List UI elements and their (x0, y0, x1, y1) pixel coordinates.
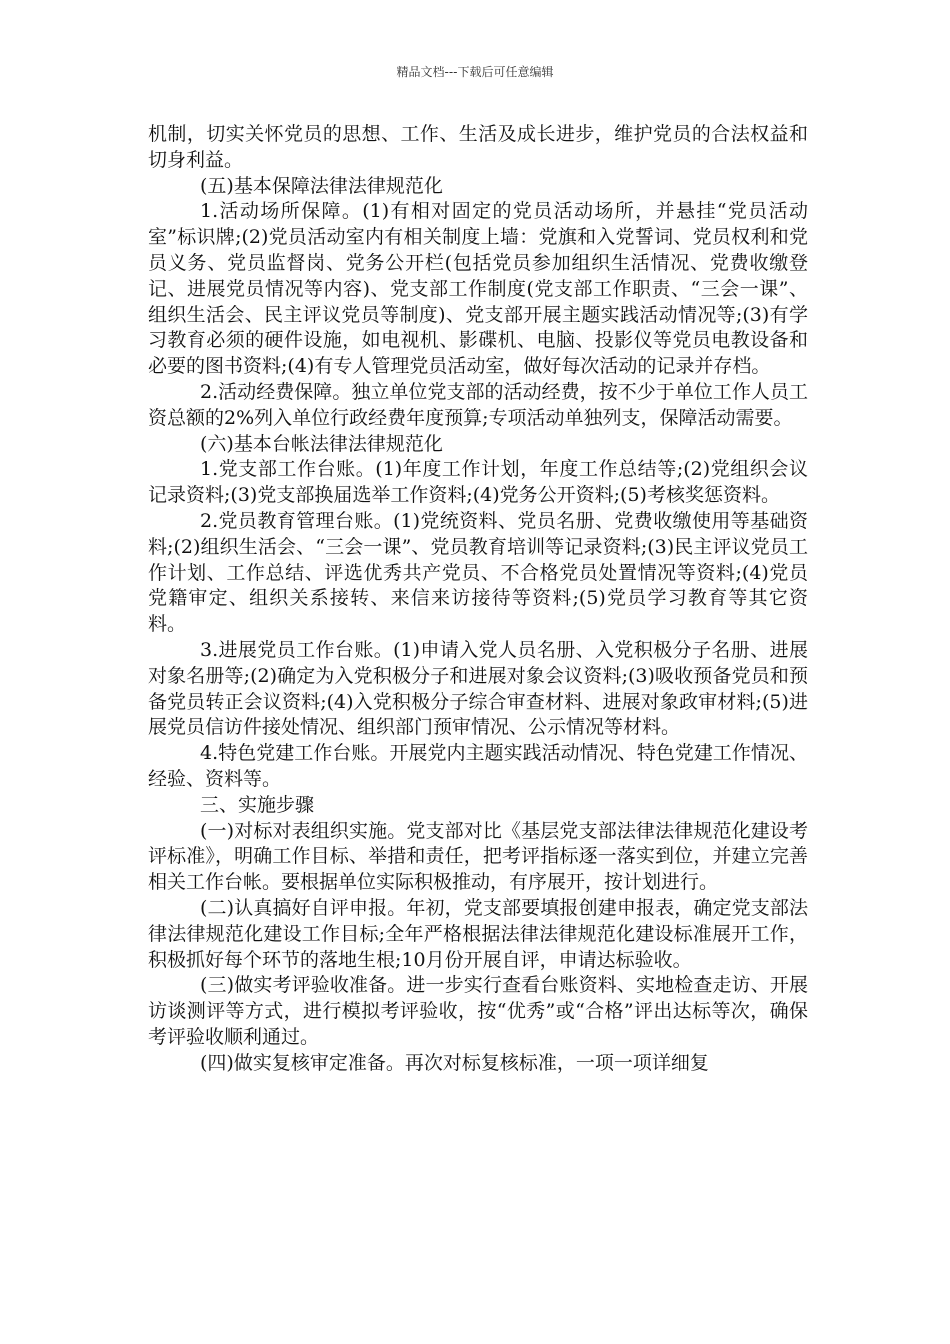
paragraph-13: (三)做实考评验收准备。进一步实行查看台账资料、实地检查走访、开展访谈测评等方式，进行模拟考评验收，按“优秀”或“合格”评出达标等次，确保考评验收顺利通过。 (148, 974, 808, 1048)
paragraph-2: (五)基本保障法律法律规范化 (200, 174, 443, 197)
paragraph-6: 1.党支部工作台账。(1)年度工作计划，年度工作总结等;(2)党组织会议记录资料;(3)党支部换届选举工作资料;(4)党务公开资料;(5)考核奖惩资料。 (148, 458, 808, 507)
paragraph-9: 4.特色党建工作台账。开展党内主题实践活动情况、特色党建工作情况、经验、资料等。 (148, 742, 808, 790)
paragraph-5: (六)基本台帐法律法律规范化 (200, 432, 443, 455)
paragraph-7: 2.党员教育管理台账。(1)党统资料、党员名册、党费收缴使用等基础资料;(2)组织生活会、“三会一课”、党员教育培训等记录资料;(3)民主评议党员工作计划、工作总结、评选优秀共产党员、不合格党员处置情况等资料;(4)党员党籍审定、组织关系接转、来信来访接待等资料;(5)党员学习教育等其它资料。 (148, 509, 808, 636)
paragraph-8: 3.进展党员工作台账。(1)申请入党人员名册、入党积极分子名册、进展对象名册等;(2)确定为入党积极分子和进展对象会议资料;(3)吸收预备党员和预备党员转正会议资料;(4)入党积极分子综合审查材料、进展对象政审材料;(5)进展党员信访件接处情况、组织部门预审情况、公示情况等材料。 (148, 638, 808, 739)
paragraph-14: (四)做实复核审定准备。再次对标复核标准，一项一项详细复 (200, 1051, 709, 1074)
paragraph-4: 2.活动经费保障。独立单位党支部的活动经费，按不少于单位工作人员工资总额的2%列入单位行政经费年度预算;专项活动单独列支，保障活动需要。 (148, 380, 808, 429)
paragraph-12: (二)认真搞好自评申报。年初，党支部要填报创建申报表，确定党支部法律法律规范化建设工作目标;全年严格根据法律法律规范化建设标准展开工作，积极抓好每个环节的落地生根;10月份开展自评，申请达标验收。 (148, 896, 808, 971)
paragraph-3: 1.活动场所保障。(1)有相对固定的党员活动场所，并悬挂“党员活动室”标识牌;(2)党员活动室内有相关制度上墙：党旗和入党誓词、党员权利和党员义务、党员监督岗、党务公开栏(包括党员参加组织生活情况、党费收缴登记、进展党员情况等内容)、党支部工作制度(党支部工作职责、“三会一课”、组织生活会、民主评议党员等制度)、党支部开展主题实践活动情况等;(3)有学习教育必须的硬件设施，如电视机、影碟机、电脑、投影仪等党员电教设备和必要的图书资料;(4)有专人管理党员活动室，做好每次活动的记录并存档。 (148, 200, 808, 378)
page-header-note: 精品文档---下载后可任意编辑 (396, 65, 554, 79)
paragraph-10: 三、实施步骤 (200, 793, 315, 816)
paragraph-1: 机制，切实关怀党员的思想、工作、生活及成长进步，维护党员的合法权益和切身利益。 (148, 123, 808, 171)
document-body (148, 122, 808, 1076)
paragraph-11: (一)对标对表组织实施。党支部对比《基层党支部法律法律规范化建设考评标准》，明确工作目标、举措和责任，把考评指标逐一落实到位，并建立完善相关工作台帐。要根据单位实际积极推动，有序展开，按计划进行。 (148, 819, 808, 894)
